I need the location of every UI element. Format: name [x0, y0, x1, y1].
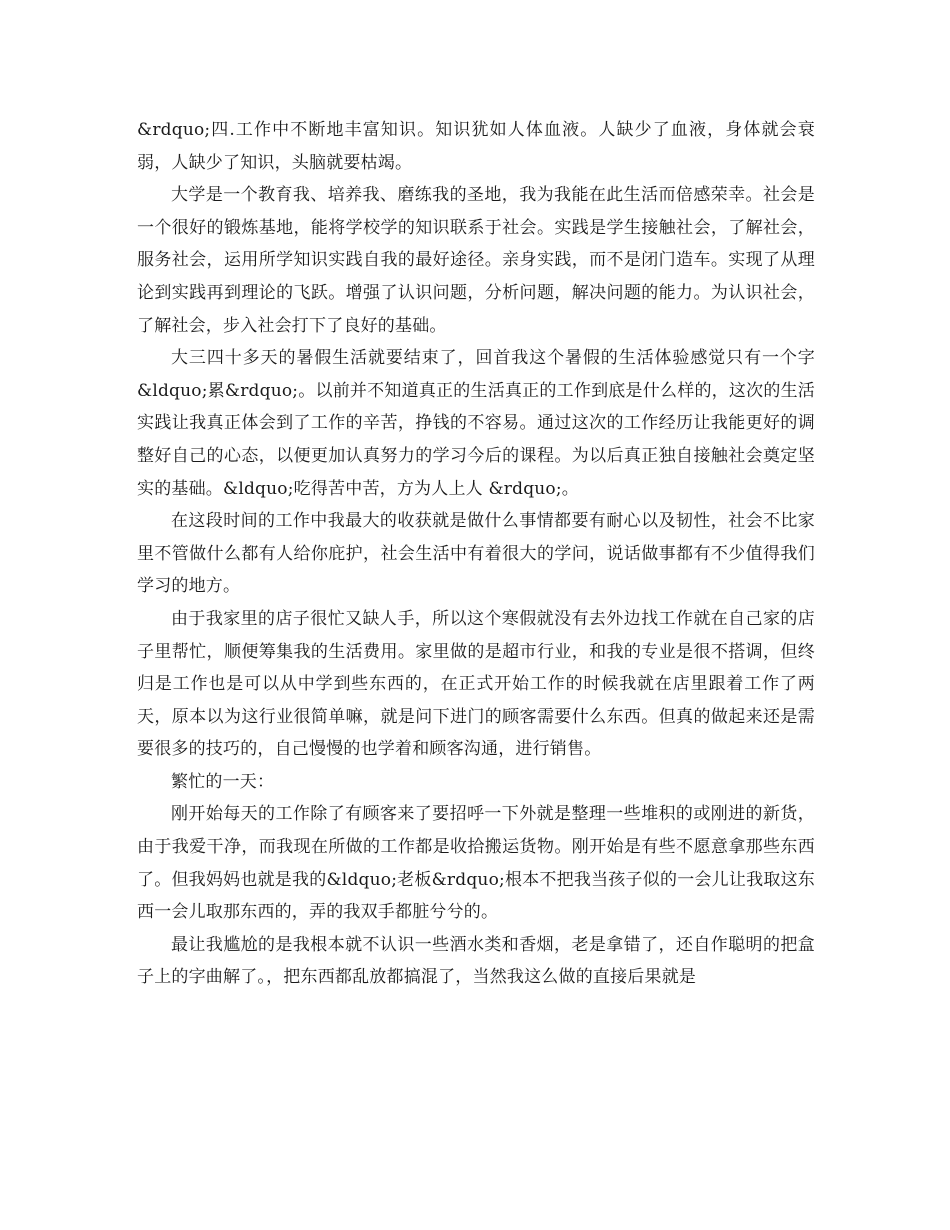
document-body: [137, 114, 815, 994]
paragraph-1: &rdquo;四.工作中不断地丰富知识。知识犹如人体血液。人缺少了血液，身体就会衰弱，人缺少了知识，头脑就要枯竭。: [137, 120, 815, 173]
paragraph-2: 大学是一个教育我、培养我、磨练我的圣地，我为我能在此生活而倍感荣幸。社会是一个很好的锻炼基地，能将学校学的知识联系于社会。实践是学生接触社会，了解社会，服务社会，运用所学知识实践自我的最好途径。亲身实践，而不是闭门造车。实现了从理论到实践再到理论的飞跃。增强了认识问题，分析问题，解决问题的能力。为认识社会，了解社会，步入社会打下了良好的基础。: [137, 185, 815, 336]
paragraph-6: 刚开始每天的工作除了有顾客来了要招呼一下外就是整理一些堆积的或刚进的新货，由于我爱干净，而我现在所做的工作都是收拾搬运货物。刚开始是有些不愿意拿那些东西了。但我妈妈也就是我的&ldquo;老板&rdquo;根本不把我当孩子似的一会儿让我取这东西一会儿取那东西的，弄的我双手都脏兮兮的。: [137, 804, 815, 923]
paragraph-3: 大三四十多天的暑假生活就要结束了，回首我这个暑假的生活体验感觉只有一个字&ldquo;累&rdquo;。以前并不知道真正的生活真正的工作到底是什么样的，这次的生活实践让我真正体会到了工作的辛苦，挣钱的不容易。通过这次的工作经历让我能更好的调整好自己的心态，以便更加认真努力的学习今后的课程。为以后真正独自接触社会奠定坚实的基础。&ldquo;吃得苦中苦，方为人上人 &rdquo;。: [137, 348, 815, 499]
paragraph-5: 由于我家里的店子很忙又缺人手，所以这个寒假就没有去外边找工作就在自己家的店子里帮忙，顺便筹集我的生活费用。家里做的是超市行业，和我的专业是很不搭调，但终归是工作也是可以从中学到些东西的，在正式开始工作的时候我就在店里跟着工作了两天，原本以为这行业很简单嘛，就是问下进门的顾客需要什么东西。但真的做起来还是需要很多的技巧的，自己慢慢的也学着和顾客沟通，进行销售。: [137, 608, 815, 760]
section-heading: 繁忙的一天：: [171, 771, 275, 792]
paragraph-7: 最让我尴尬的是我根本就不认识一些酒水类和香烟，老是拿错了，还自作聪明的把盒子上的字曲解了。，把东西都乱放都搞混了，当然我这么做的直接后果就是: [137, 934, 815, 988]
paragraph-4: 在这段时间的工作中我最大的收获就是做什么事情都要有耐心以及韧性，社会不比家里不管做什么都有人给你庇护，社会生活中有着很大的学问，说话做事都有不少值得我们学习的地方。: [137, 511, 815, 597]
